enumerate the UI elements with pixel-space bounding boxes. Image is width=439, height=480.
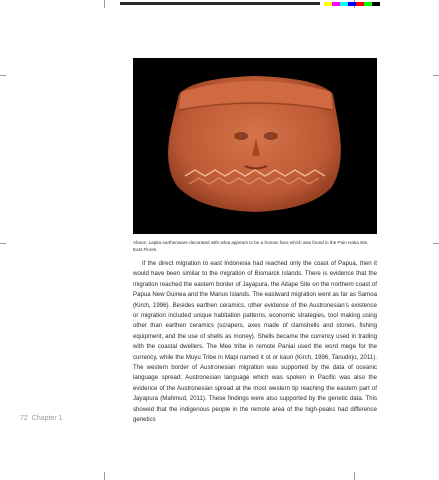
- crop-mark-right-lower: [433, 243, 439, 244]
- crop-mark-right-upper: [433, 75, 439, 76]
- body-paragraph: If the direct migration to east Indonesia had reached only the coast of Papua, then it would have been similar to the migration of Bismarck Islands. There is evidence that the migration reached the eastern border of Jayapura, the Aitape Site on the northern coast of Papua New Guinea and the Manus Islands. The eastward migration went as far as Samoa (Kirch, 1996). Besides earthen ceramics, other evidence of the Austronesian's existence or migration included unique habitation patterns, economic strategies, tool making using other than earthen ceramics (scrapers, axes made of clamshells and stones, fishing equipment, and the use of shells as money). Shells became the currency used in trading with the coastal dwellers. The Mee tribe in remote Paniai used the word mege for the currency, while the Muyu Tribe in Mapi named it ot or kauri (Kirch, 1996, Tanudirjo, 2011). The western border of Austronesian migration was supported by the data of oceanic language spread; Austronesian language which was spoken in Pacific was also the evidence of the Austronesian spread at the most western tip reaching the eastern part of Jayapura (Mahmud, 2011). These findings were also supported by the genetic data. This showed that the indigenous people in the remote area of the high-peaks had difference genetics: [133, 260, 377, 424]
- color-swatch: [380, 2, 388, 6]
- registration-strip: [120, 2, 320, 5]
- color-calibration-bar: [324, 2, 388, 6]
- chapter-label: Chapter 1: [31, 415, 63, 422]
- pottery-photo: [133, 58, 377, 234]
- color-swatch: [348, 2, 356, 6]
- face-left-eye: [234, 132, 248, 140]
- color-swatch: [372, 2, 380, 6]
- crop-mark-bottom-right: [354, 472, 355, 480]
- color-swatch: [364, 2, 372, 6]
- face-right-eye: [264, 132, 278, 140]
- color-swatch: [340, 2, 348, 6]
- color-swatch: [324, 2, 332, 6]
- pottery-illustration: [133, 58, 377, 234]
- figure-caption: Above: Lapita earthenware decorated with what appears to be a human face which was found in the Pain Haka site, East Flores.: [133, 240, 369, 252]
- crop-mark-top-left: [104, 0, 105, 8]
- crop-mark-left-upper: [0, 75, 6, 76]
- crop-mark-bottom-left: [104, 472, 105, 480]
- page-number: 72: [20, 415, 28, 422]
- page-footer: [20, 415, 63, 422]
- crop-mark-left-lower: [0, 243, 6, 244]
- color-swatch: [356, 2, 364, 6]
- color-swatch: [332, 2, 340, 6]
